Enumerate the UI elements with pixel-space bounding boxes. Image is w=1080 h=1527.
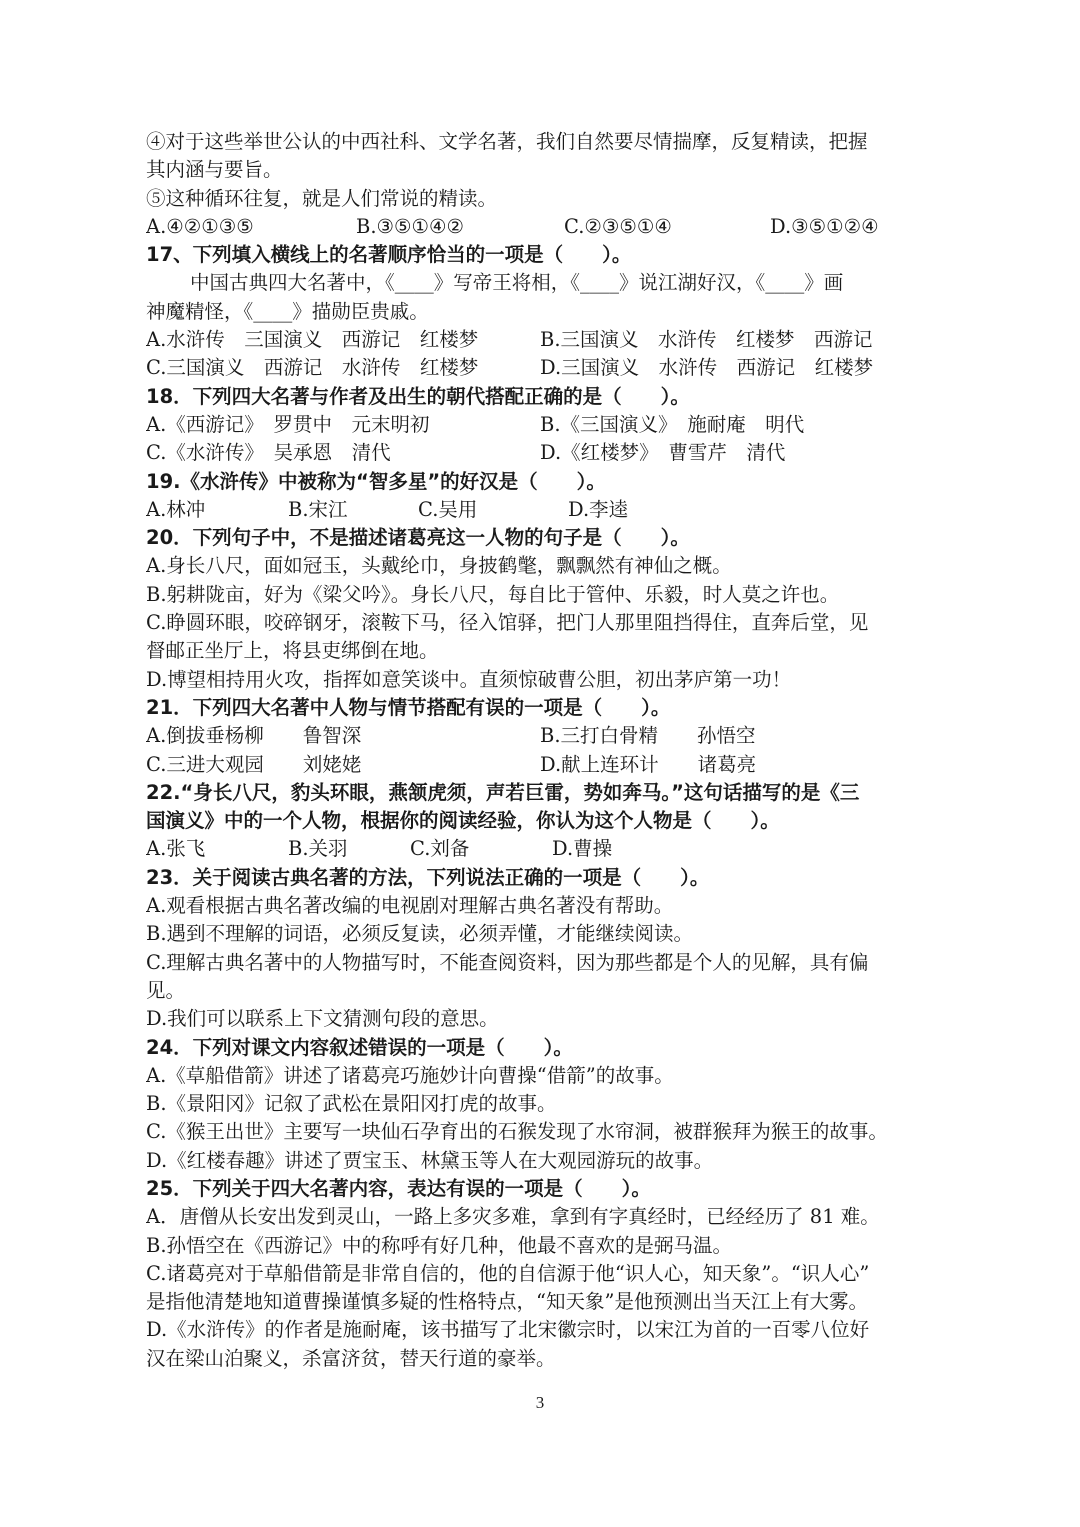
- question-24-stem: 24．下列对课文内容叙述错误的一项是（ ）。: [146, 1035, 573, 1059]
- option-a: A.林冲: [146, 497, 206, 521]
- option-c: C.《猴王出世》主要写一块仙石孕育出的石猴发现了水帘洞，被群猴拜为猴王的故事。: [146, 1120, 888, 1144]
- option-a: A.身长八尺，面如冠玉，头戴纶巾，身披鹤氅，飘飘然有神仙之概。: [146, 554, 732, 578]
- option-a: A.观看根据古典名著改编的电视剧对理解古典名著没有帮助。: [146, 894, 674, 918]
- option-a: A.《西游记》 罗贯中 元末明初: [146, 412, 430, 436]
- option-c: C.吴用: [418, 497, 478, 521]
- q21-options-row: [146, 751, 952, 779]
- q18-options-row: [146, 411, 952, 439]
- option-c: C.②③⑤①④: [564, 214, 672, 238]
- question-19-stem: 19.《水浒传》中被称为“智多星”的好汉是（ ）。: [146, 469, 606, 493]
- option-d: D.《红楼梦》 曹雪芹 清代: [540, 441, 786, 465]
- text-line: 其内涵与要旨。: [146, 158, 283, 182]
- option-d: D.《红楼春趣》讲述了贾宝玉、林黛玉等人在大观园游玩的故事。: [146, 1148, 714, 1172]
- option-b: B.《三国演义》 施耐庵 明代: [540, 412, 805, 436]
- text-line: ⑤这种循环往复，就是人们常说的精读。: [146, 186, 498, 210]
- option-a: A.④②①③⑤: [146, 214, 254, 238]
- question-17-stem: 17、下列填入横线上的名著顺序恰当的一项是（ ）。: [146, 243, 632, 267]
- option-c-continued: 督邮正坐厅上，将县吏绑倒在地。: [146, 639, 439, 663]
- option-b: B.③⑤①④②: [356, 214, 464, 238]
- option-a: A．唐僧从长安出发到灵山，一路上多灾多难，拿到有字真经时，已经经历了 81 难。: [146, 1205, 880, 1229]
- q17-options-row: [146, 354, 952, 382]
- option-c: C.三进大观园 刘姥姥: [146, 752, 362, 776]
- option-b: B.遇到不理解的词语，必须反复读，必须弄懂，才能继续阅读。: [146, 922, 694, 946]
- option-d: D.《水浒传》的作者是施耐庵，该书描写了北宋徽宗时，以宋江为首的一百零八位好: [146, 1318, 870, 1342]
- option-b: B.宋江: [288, 497, 348, 521]
- option-d: D.李逵: [568, 497, 629, 521]
- option-b: B.《景阳冈》记叙了武松在景阳冈打虎的故事。: [146, 1092, 557, 1116]
- question-22-stem: 国演义》中的一个人物，根据你的阅读经验，你认为这个人物是（ ）。: [146, 809, 780, 833]
- question-20-stem: 20．下列句子中，不是描述诸葛亮这一人物的句子是（ ）。: [146, 526, 690, 550]
- text-line: ④对于这些举世公认的中西社科、文学名著，我们自然要尽情揣摩，反复精读，把握: [146, 130, 868, 153]
- option-d: D.三国演义 水浒传 西游记 红楼梦: [540, 356, 874, 380]
- option-a: A.张飞: [146, 837, 206, 861]
- option-c: C.理解古典名著中的人物描写时，不能查阅资料，因为那些都是个人的见解，具有偏: [146, 950, 869, 974]
- option-b: B.躬耕陇亩，好为《梁父吟》。身长八尺，每自比于管仲、乐毅，时人莫之许也。: [146, 582, 840, 606]
- option-a: A.倒拔垂杨柳 鲁智深: [146, 724, 362, 748]
- q16-options: [146, 213, 952, 241]
- option-c-continued: 见。: [146, 978, 186, 1002]
- option-d: D.我们可以联系上下文猜测句段的意思。: [146, 1007, 499, 1031]
- option-d-continued: 汉在梁山泊聚义，杀富济贫，替天行道的豪举。: [146, 1346, 556, 1370]
- option-c: C.三国演义 西游记 水浒传 红楼梦: [146, 356, 479, 380]
- option-b: B.孙悟空在《西游记》中的称呼有好几种，他最不喜欢的是弼马温。: [146, 1233, 733, 1257]
- option-c: C.睁圆环眼，咬碎钢牙，滚鞍下马，径入馆驿，把门人那里阻挡得住，直奔后堂，见: [146, 611, 869, 635]
- question-21-stem: 21．下列四大名著中人物与情节搭配有误的一项是（ ）。: [146, 695, 671, 719]
- option-c-continued: 是指他清楚地知道曹操谨慎多疑的性格特点，“知天象”是他预测出当天江上有大雾。: [146, 1290, 868, 1314]
- question-22-stem: 22.“身长八尺，豹头环眼，燕颔虎须，声若巨雷，势如奔马。”这句话描写的是《三: [146, 780, 860, 804]
- option-a: A.水浒传 三国演义 西游记 红楼梦: [146, 328, 479, 352]
- option-d: D.博望相持用火攻，指挥如意笑谈中。直须惊破曹公胆，初出茅庐第一功！: [146, 667, 792, 691]
- option-b: B.关羽: [288, 837, 348, 861]
- option-b: B.三打白骨精 孙悟空: [540, 724, 756, 748]
- option-a: A.《草船借箭》讲述了诸葛亮巧施妙计向曹操“借箭”的故事。: [146, 1063, 674, 1087]
- question-25-stem: 25．下列关于四大名著内容，表达有误的一项是（ ）。: [146, 1176, 651, 1200]
- q19-options: [146, 496, 952, 524]
- option-d: D.③⑤①②④: [770, 214, 879, 238]
- question-23-stem: 23．关于阅读古典名著的方法，下列说法正确的一项是（ ）。: [146, 865, 710, 889]
- q22-options: [146, 835, 952, 863]
- question-17-text: 神魔精怪，《____》描勋臣贵戚。: [146, 299, 429, 323]
- q18-options-row: [146, 439, 952, 467]
- question-18-stem: 18．下列四大名著与作者及出生的朝代搭配正确的是（ ）。: [146, 384, 690, 408]
- option-b: B.三国演义 水浒传 红楼梦 西游记: [540, 328, 873, 352]
- option-d: D.曹操: [552, 837, 613, 861]
- option-d: D.献上连环计 诸葛亮: [540, 752, 757, 776]
- page-number: 3: [535, 1393, 545, 1412]
- q21-options-row: [146, 722, 952, 750]
- q17-options-row: [146, 326, 952, 354]
- option-c: C.诸葛亮对于草船借箭是非常自信的，他的自信源于他“识人心，知天象”。“识人心”: [146, 1261, 870, 1285]
- option-c: C.刘备: [410, 837, 470, 861]
- option-c: C.《水浒传》 吴承恩 清代: [146, 441, 391, 465]
- question-17-text: 中国古典四大名著中，《____》写帝王将相，《____》说江湖好汉，《____》画: [190, 271, 844, 295]
